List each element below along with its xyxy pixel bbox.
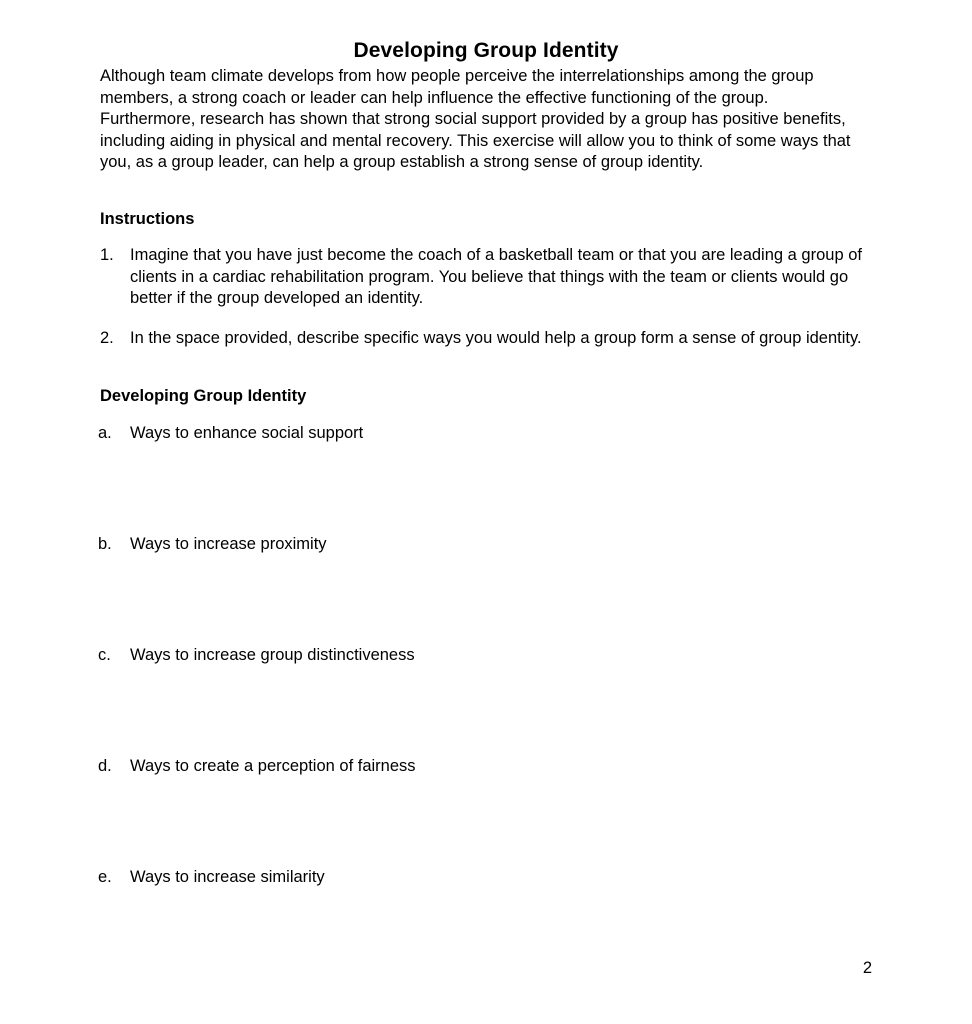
answer-space[interactable] [130,778,798,863]
list-item-text: In the space provided, describe specific ways you would help a group form a sense of group identity. [130,328,862,347]
instructions-heading: Instructions [100,210,195,228]
list-item [100,328,868,350]
answer-space[interactable] [130,445,798,530]
answer-space[interactable] [130,556,798,641]
page-number: 2 [862,959,872,977]
intro-section [100,66,865,174]
list-item-text: Ways to increase proximity [130,535,327,553]
list-item-text: Ways to enhance social support [130,424,364,442]
list-item [98,534,798,645]
list-marker: b. [98,535,112,553]
answer-space[interactable] [130,667,798,752]
intro-paragraph: Although team climate develops from how people perceive the interrelationships among the group members, a strong coach or leader can help influence the effective functioning of the group. Furthermore, research has shown that strong social support provided by a group has positive benefits, including aiding in physical and mental recovery. This exercise will allow you to think of some ways that you, as a group leader, can help a group establish a strong sense of group identity. [100,67,851,172]
list-marker: 2. [100,328,114,347]
list-item-text: Ways to increase similarity [130,868,325,886]
list-item-text: Ways to increase group distinctiveness [130,646,415,664]
page-title: Developing Group Identity [353,39,619,63]
worksheet-heading: Developing Group Identity [100,387,307,405]
list-marker: e. [98,868,112,886]
list-item [100,245,868,310]
answer-space[interactable] [130,889,798,974]
list-item [98,645,798,756]
list-marker: 1. [100,246,114,264]
list-item [98,867,798,978]
list-marker: c. [98,646,111,664]
list-item-text: Ways to create a perception of fairness [130,757,416,775]
list-item [98,756,798,867]
list-item-text: Imagine that you have just become the coach of a basketball team or that you are leading a group of clients in a cardiac rehabilitation program. You believe that things with the team or clients would go better if the group developed an identity. [130,246,862,308]
list-marker: a. [98,424,112,442]
worksheet-list [98,423,798,978]
list-marker: d. [98,757,112,775]
instructions-list [100,245,868,349]
list-item [98,423,798,534]
